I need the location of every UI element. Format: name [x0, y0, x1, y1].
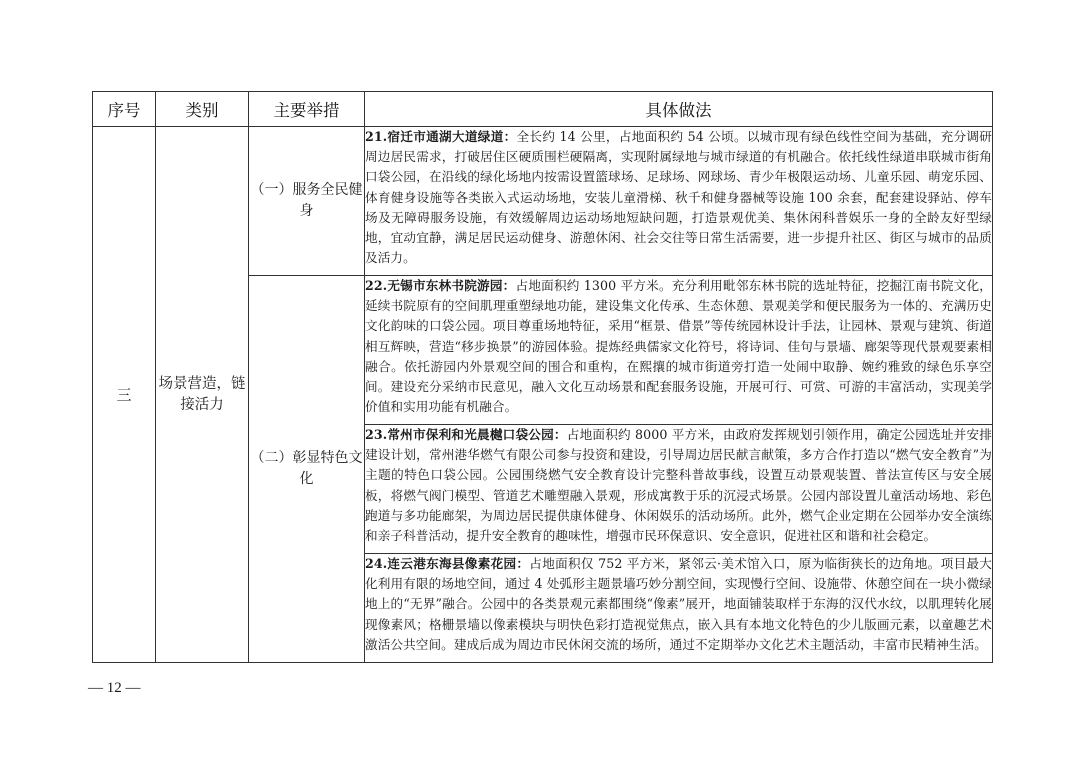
detail-cell-21: [365, 127, 993, 276]
detail-cell-23: [365, 425, 993, 554]
item-body: 全长约 14 公里，占地面积约 54 公顷。以城市现有绿色线性空间为基础，充分调研周边居民需求，打破居住区硬质围栏硬隔离，实现附属绿地与城市绿道的有机融合。依托线性绿道串联城市街角口袋公园，在沿线的绿化场地内按需设置篮球场、足球场、网球场、青少年极限运动场、儿童乐园、萌宠乐园、体育健身设施等各类嵌入式运动场地，安装儿童滑梯、秋千和健身器械等设施 100 余套，配套建设驿站、停车场及无障碍服务设施，有效缓解周边运动场地短缺问题，打造景观优美、集休闲科普娱乐一身的全龄友好型绿地，宜动宜静，满足居民运动健身、游憩休闲、社会交往等日常生活需要，进一步提升社区、街区与城市的品质及活力。: [365, 129, 992, 266]
measures-table: [92, 91, 993, 663]
header-measure: 主要举措: [249, 92, 365, 127]
header-category: 类别: [156, 92, 249, 127]
table-header-row: [93, 92, 993, 127]
item-body: 占地面积约 1300 平方米。充分利用毗邻东林书院的选址特征，挖掘江南书院文化，延续书院原有的空间肌理重塑绿地功能，建设集文化传承、生态休憩、景观美学和便民服务为一体的、充满历史文化韵味的口袋公园。项目尊重场地特征，采用“框景、借景”等传统园林设计手法，让园林、景观与建筑、街道相互辉映，营造“移步换景”的游园体验。提炼经典儒家文化符号，将诗词、佳句与景墙、廊架等现代景观要素相融合。依托游园内外景观空间的围合和重构，在熙攘的城市街道旁打造一处闹中取静、婉约雅致的绿色乐享空间。建设充分采纳市民意见，融入文化互动场景和配套服务设施，开展可行、可赏、可游的丰富活动，实现美学价值和实用功能有机融合。: [365, 278, 992, 415]
detail-cell-22: [365, 276, 993, 425]
page-number: — 12 —: [88, 680, 141, 696]
measure-cell-1: （一）服务全民健身: [249, 127, 365, 276]
measure-cell-2: （二）彰显特色文化: [249, 276, 365, 663]
header-seq: 序号: [93, 92, 156, 127]
item-title: 24.连云港东海县像素花园：: [365, 556, 530, 571]
table-row: [93, 127, 993, 276]
header-detail: 具体做法: [365, 92, 993, 127]
item-title: 21.宿迁市通湖大道绿道：: [365, 129, 517, 144]
item-title: 22.无锡市东林书院游园：: [365, 278, 516, 293]
item-body: 占地面积仅 752 平方米，紧邻云·美术馆入口，原为临街狭长的边角地。项目最大化利用有限的场地空间，通过 4 处弧形主题景墙巧妙分割空间，实现慢行空间、设施带、休憩空间在一块小微绿地上的“无界”融合。公园中的各类景观元素都围绕“像素”展开，地面铺装取样于东海的汉代水纹，以肌理转化展现像素风；格栅景墙以像素模块与明快色彩打造视觉焦点，嵌入具有本地文化特色的少儿版画元素，以童趣艺术激活公共空间。建成后成为周边市民休闲交流的场所，通过不定期举办文化艺术主题活动，丰富市民精神生活。: [365, 556, 992, 652]
item-title: 23.常州市保利和光晨樾口袋公园：: [365, 427, 567, 442]
seq-cell: 三: [93, 127, 156, 663]
item-body: 占地面积约 8000 平方米，由政府发挥规划引领作用，确定公园选址并安排建设计划，常州港华燃气有限公司参与投资和建设，引导周边居民献言献策，多方合作打造以“燃气安全教育”为主题的特色口袋公园。公园围绕燃气安全教育设计完整科普故事线，设置互动景观装置、普法宣传区与安全展板，将燃气阀门模型、管道艺术雕塑融入景观，形成寓教于乐的沉浸式场景。公园内部设置儿童活动场地、彩色跑道与多功能廊架，为周边居民提供康体健身、休闲娱乐的活动场所。此外，燃气企业定期在公园举办安全演练和亲子科普活动，提升安全教育的趣味性，增强市民环保意识、安全意识，促进社区和谐和社会稳定。: [365, 427, 992, 544]
category-cell: 场景营造，链接活力: [156, 127, 249, 663]
detail-cell-24: [365, 554, 993, 663]
